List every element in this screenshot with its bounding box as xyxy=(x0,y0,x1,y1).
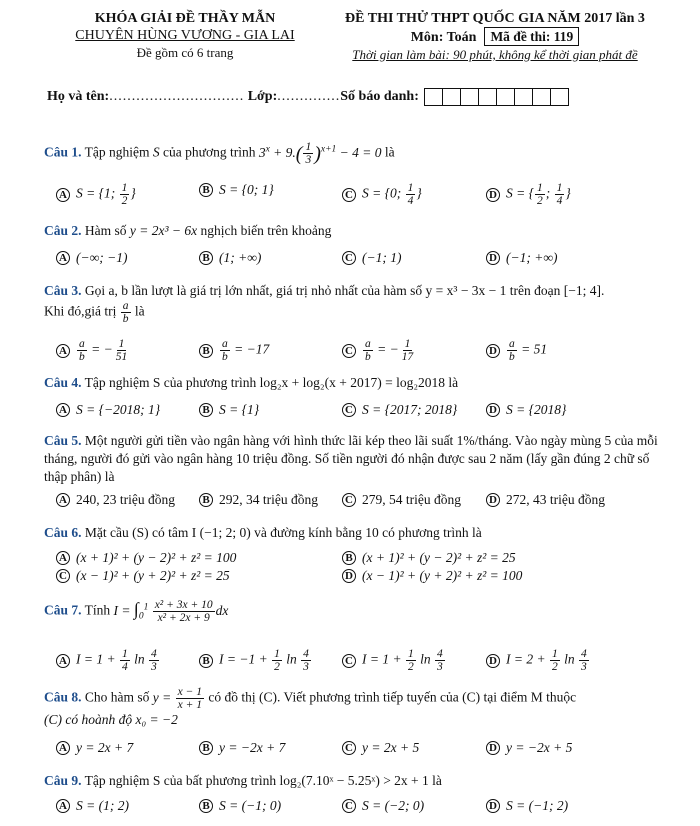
question-number: Câu 8. xyxy=(44,689,82,705)
option-text: (x − 1)² + (y + 2)² + z² = 100 xyxy=(362,568,523,583)
option-circle[interactable]: B xyxy=(199,741,213,755)
question-4 xyxy=(44,374,664,392)
option-circle[interactable]: A xyxy=(56,251,70,265)
option-circle[interactable]: A xyxy=(56,493,70,507)
option-a[interactable]: A S = {1; $\frac{1}{2}$ } xyxy=(56,182,136,207)
school-line2: CHUYÊN HÙNG VƯƠNG - GIA LAI xyxy=(75,28,295,43)
question-6 xyxy=(44,524,664,542)
option-circle[interactable]: D xyxy=(486,344,500,358)
question-text: Khi đó,giá trị xyxy=(44,303,117,319)
option-c[interactable] xyxy=(342,402,457,418)
option-c[interactable]: C I = 1 + $\frac{1}{2}$ ln $\frac{4}{3}$ xyxy=(342,648,446,673)
option-circle[interactable]: A xyxy=(56,551,70,565)
option-text: S = (−2; 0) xyxy=(362,798,425,813)
option-circle[interactable]: D xyxy=(486,654,500,668)
option-text: 292, 34 triệu đồng xyxy=(219,492,318,507)
question-text: Mặt cầu (S) có tâm I (−1; 2; 0) và đường kính bằng 10 có phương trình là xyxy=(84,525,482,540)
name-field[interactable]: .............................. xyxy=(109,89,245,105)
option-d[interactable] xyxy=(342,568,522,584)
option-b[interactable] xyxy=(199,402,259,418)
name-label: Họ và tên: xyxy=(47,89,110,105)
option-text: 279, 54 triệu đồng xyxy=(362,492,461,507)
question-number: Câu 3. xyxy=(44,283,82,298)
question-text: của phương trình xyxy=(163,144,256,160)
option-d[interactable] xyxy=(486,798,568,814)
option-circle[interactable]: A xyxy=(56,799,70,813)
option-circle[interactable]: C xyxy=(342,654,356,668)
question-5-options xyxy=(44,492,664,516)
option-circle[interactable]: A xyxy=(56,188,70,202)
question-text: là xyxy=(134,303,145,319)
option-a[interactable] xyxy=(56,492,175,508)
option-b[interactable]: B I = −1 + $\frac{1}{2}$ ln $\frac{4}{3}$ xyxy=(199,648,312,673)
option-circle[interactable]: D xyxy=(486,741,500,755)
question-9 xyxy=(44,772,664,790)
option-text: (x + 1)² + (y − 2)² + z² = 25 xyxy=(362,550,516,565)
question-number: Câu 5. xyxy=(44,433,82,448)
question-6-options xyxy=(44,550,664,586)
option-text: y = 2x + 7 xyxy=(76,740,134,755)
time-note: Thời gian làm bài: 90 phút, không kể thời gian phát đề xyxy=(352,47,638,62)
option-c[interactable] xyxy=(342,740,419,756)
option-b[interactable]: B S = {0; 1} xyxy=(199,182,274,198)
equation: y = 2x³ − 6x xyxy=(129,223,198,238)
option-d[interactable]: D $\frac{a}{b}$ = 51 xyxy=(486,338,547,363)
exam-code: Mã đề thi: 119 xyxy=(484,27,579,46)
school-line1: KHÓA GIẢI ĐỀ THẦY MẪN xyxy=(94,11,276,26)
option-text: 240, 23 triệu đồng xyxy=(76,492,175,507)
option-circle[interactable]: C xyxy=(342,493,356,507)
option-b[interactable] xyxy=(342,550,516,566)
option-circle[interactable]: C xyxy=(342,403,356,417)
option-a[interactable] xyxy=(56,250,127,266)
option-circle[interactable]: C xyxy=(56,569,70,583)
option-text: (−1; +∞) xyxy=(506,250,558,265)
question-number: Câu 7. xyxy=(44,602,82,618)
option-circle[interactable]: C xyxy=(342,344,356,358)
option-text: (x − 1)² + (y + 2)² + z² = 25 xyxy=(76,568,230,583)
question-7 xyxy=(44,598,664,625)
option-text: = −17 xyxy=(234,341,270,357)
question-text: có đồ thị (C). Viết phương trình tiếp tuyến của (C) tại điểm M thuộc xyxy=(208,689,577,705)
question-number: Câu 6. xyxy=(44,525,82,540)
option-b[interactable] xyxy=(199,798,281,814)
option-circle[interactable]: B xyxy=(199,183,213,197)
question-text: là xyxy=(384,144,395,160)
option-circle[interactable]: A xyxy=(56,654,70,668)
option-text: S = (−1; 2) xyxy=(506,798,569,813)
exam-header xyxy=(325,10,665,63)
student-id-boxes[interactable] xyxy=(424,88,569,106)
option-text: y = −2x + 5 xyxy=(506,740,573,755)
equation: $I = \int_0^1$ $\frac{\text{x² + 3x + 10}}{\text{x² + 2x + 9}}$ dx xyxy=(113,598,229,624)
option-d[interactable] xyxy=(486,492,605,508)
option-text: S = {2018} xyxy=(506,402,567,417)
option-text: 272, 43 triệu đồng xyxy=(506,492,605,507)
option-a[interactable]: A $\frac{a}{b}$ = − $\frac{1}{51}$ xyxy=(56,338,130,363)
question-number: Câu 1. xyxy=(44,144,82,160)
option-text: (1; +∞) xyxy=(219,250,262,265)
question-text: S xyxy=(152,144,160,160)
question-4-options xyxy=(44,402,664,426)
option-text: S = (−1; 0) xyxy=(219,798,282,813)
option-circle[interactable]: D xyxy=(486,188,500,202)
class-field[interactable]: .............. xyxy=(277,89,341,105)
option-text: S = {2017; 2018} xyxy=(362,402,458,417)
option-circle[interactable]: D xyxy=(486,403,500,417)
option-text: y = 2x + 5 xyxy=(362,740,420,755)
option-circle[interactable]: D xyxy=(486,799,500,813)
option-c[interactable] xyxy=(342,492,461,508)
option-d[interactable] xyxy=(486,250,557,266)
option-b[interactable] xyxy=(199,740,285,756)
question-text: Tập nghiệm S của phương trình log₂x + log₂(x + 2017) = log₂2018 là xyxy=(84,375,459,390)
option-circle[interactable]: A xyxy=(56,741,70,755)
question-8 xyxy=(44,686,664,729)
option-circle[interactable]: C xyxy=(342,741,356,755)
option-circle[interactable]: C xyxy=(342,799,356,813)
student-id-label: Số báo danh: xyxy=(340,89,419,105)
option-b[interactable] xyxy=(199,250,261,266)
question-text: Hàm số xyxy=(84,223,127,238)
question-3: Câu 3. Gọi a, b lần lượt là giá trị lớn nhất, giá trị nhỏ nhất của hàm số y = x³ − 3x − 1 trên đoạn [−1; 4]. Khi đó,giá trị $\frac{a}{b}$ là xyxy=(44,283,605,325)
question-1-options xyxy=(44,182,664,206)
option-text: S = (1; 2) xyxy=(76,798,129,813)
option-circle[interactable]: A xyxy=(56,403,70,417)
question-number: Câu 2. xyxy=(44,223,82,238)
option-text: (x + 1)² + (y − 2)² + z² = 100 xyxy=(76,550,237,565)
question-2 xyxy=(44,222,664,240)
option-a[interactable] xyxy=(56,550,236,566)
option-text: S = {1} xyxy=(219,402,260,417)
question-text: Cho hàm số xyxy=(84,689,150,705)
option-a[interactable] xyxy=(56,740,133,756)
option-circle[interactable]: B xyxy=(199,251,213,265)
school-header xyxy=(50,10,320,61)
equation: y = $\frac{x - 1}{x + 1}$ xyxy=(152,686,203,711)
option-d[interactable]: D S = { $\frac{1}{2}$ ; $\frac{1}{4}$ } xyxy=(486,182,571,207)
option-circle[interactable]: D xyxy=(342,569,356,583)
option-d[interactable] xyxy=(486,402,566,418)
option-c[interactable] xyxy=(342,798,424,814)
option-b[interactable]: B $\frac{a}{b}$ = −17 xyxy=(199,338,269,363)
option-text: S = {−2018; 1} xyxy=(76,402,161,417)
question-text: Gọi a, b lần lượt là giá trị lớn nhất, giá trị nhỏ nhất của hàm số y = x³ − 3x − 1 trên đoạn [−1; 4]. xyxy=(84,283,605,298)
question-text: nghịch biến trên khoảng xyxy=(200,223,332,238)
question-9-options xyxy=(44,798,664,822)
question-1 xyxy=(44,140,664,166)
option-circle[interactable]: D xyxy=(486,251,500,265)
option-circle[interactable]: C xyxy=(342,251,356,265)
option-d[interactable] xyxy=(486,740,572,756)
option-a[interactable]: A I = 1 + $\frac{1}{4}$ ln $\frac{4}{3}$ xyxy=(56,648,160,673)
option-circle[interactable]: B xyxy=(199,344,213,358)
option-circle[interactable]: D xyxy=(486,493,500,507)
option-text: = 51 xyxy=(521,341,548,357)
option-a[interactable] xyxy=(56,798,129,814)
question-text: Tập nghiệm S của bất phương trình log₂(7.10ˣ − 5.25ˣ) > 2x + 1 là xyxy=(84,773,442,788)
option-text: (−∞; −1) xyxy=(76,250,128,265)
option-text: (−1; 1) xyxy=(362,250,402,265)
option-text: y = −2x + 7 xyxy=(219,740,286,755)
option-circle[interactable]: B xyxy=(199,799,213,813)
option-circle[interactable]: B xyxy=(199,654,213,668)
option-a[interactable] xyxy=(56,402,160,418)
option-c[interactable] xyxy=(342,250,401,266)
question-text: (C) có hoành độ x₀ = −2 xyxy=(44,712,178,727)
option-circle[interactable]: B xyxy=(199,493,213,507)
exam-subject: Môn: Toán xyxy=(410,30,477,45)
question-3-options xyxy=(44,338,664,362)
question-text: Tính xyxy=(84,602,111,618)
option-b[interactable] xyxy=(199,492,318,508)
option-c[interactable]: C $\frac{a}{b}$ = − $\frac{1}{17}$ xyxy=(342,338,416,363)
pages-note: Đề gồm có 6 trang xyxy=(136,45,234,60)
question-5 xyxy=(44,432,664,486)
question-number: Câu 4. xyxy=(44,375,82,390)
student-info xyxy=(47,88,657,106)
question-text: Tập nghiệm xyxy=(84,144,150,160)
class-label: Lớp: xyxy=(247,89,278,105)
question-8-options xyxy=(44,740,664,764)
equation: $3^x + 9$.( $\frac{1}{3}$ )$^{x+1}$ − 4 = 0 xyxy=(258,140,382,166)
question-2-options xyxy=(44,250,664,274)
option-circle[interactable]: C xyxy=(342,188,356,202)
question-number: Câu 9. xyxy=(44,773,82,788)
question-7-options xyxy=(44,648,664,672)
option-d[interactable]: D I = 2 + $\frac{1}{2}$ ln $\frac{4}{3}$ xyxy=(486,648,590,673)
exam-title: ĐỀ THI THỬ THPT QUỐC GIA NĂM 2017 lần 3 xyxy=(345,11,645,26)
option-c[interactable] xyxy=(56,568,230,584)
option-circle[interactable]: B xyxy=(342,551,356,565)
option-circle[interactable]: A xyxy=(56,344,70,358)
question-text: Một người gửi tiền vào ngân hàng với hình thức lãi kép theo lãi suất 1%/tháng. Vào ngày mùng 5 của mỗi tháng, người đó gửi vào ngân hàng 10 triệu đồng. Số tiền người đó nhận được sau 2 năm (lấy gần đúng 2 chữ số thập phân) là xyxy=(44,433,658,484)
option-c[interactable]: C S = {0; $\frac{1}{4}$ } xyxy=(342,182,422,207)
option-circle[interactable]: B xyxy=(199,403,213,417)
